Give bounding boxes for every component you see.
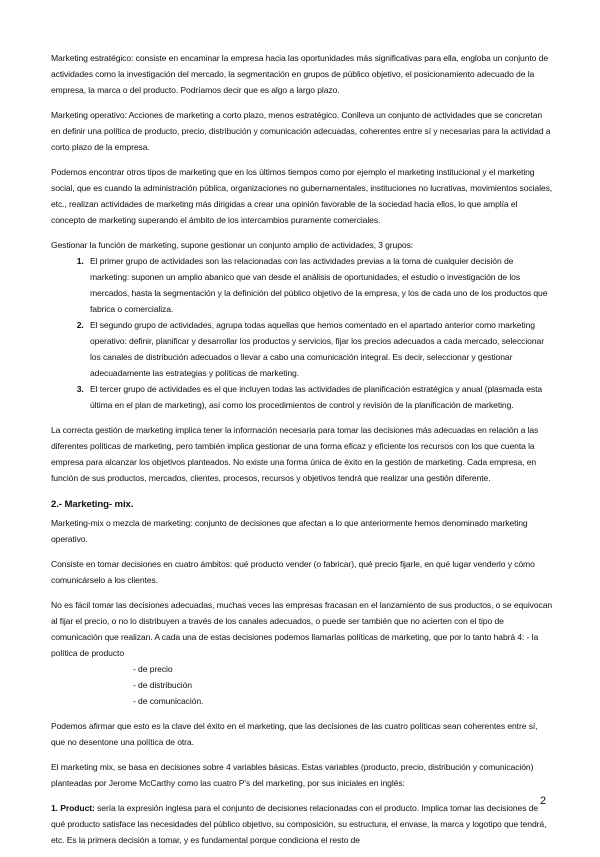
paragraph-marketing-operativo: Marketing operativo: Acciones de marketing a corto plazo, menos estratégico. Conlleva un conjunto de actividades que se concretan en definir una política de producto, precio, distribución y comunicación adecuadas, coherentes entre sí y necesarias para la actividad a corto plazo de la empresa.: [51, 110, 551, 152]
paragraph-marketing-estrategico: Marketing estratégico: consiste en encaminar la empresa hacia las oportunidades más significativas para ella, engloba un conjunto de actividades como la investigación del mercado, la segmentación en grupos de público objetivo, el posicionamiento adecuado de la empresa, la marca o del producto. Podríamos decir que es algo a largo plazo.: [51, 53, 548, 95]
policies-list: [51, 661, 553, 709]
paragraph-product: [51, 800, 553, 848]
paragraph-cuatro-ambitos: Consiste en tomar decisiones en cuatro ámbitos: qué producto vender (o fabricar), qué precio fijarle, en qué lugar venderlo y cómo comunicárselo a los clientes.: [51, 559, 535, 585]
paragraph-marketing-mix-def: Marketing-mix o mezcla de marketing: conjunto de decisiones que afectan a lo que anteriormente hemos denominado marketing operativo.: [51, 518, 528, 544]
list-item: - de comunicación.: [133, 696, 204, 706]
paragraph-gestionar-intro: Gestionar la función de marketing, supone gestionar un conjunto amplio de actividades, 3 grupos:: [51, 240, 414, 250]
list-item: 1. El primer grupo de actividades son las relacionadas con las actividades previas a la toma de cualquier decisión de marketing: suponen un amplio abanico que van desde el análisis de oportunidades, el estudio o investigación de los mercados, hasta la segmentación y la definición del público objetivo de la empresa, y los de cada uno de los productos que fabrica o comercializa.: [86, 253, 553, 317]
activity-groups-list: [51, 253, 553, 413]
list-item: - de precio: [133, 664, 173, 674]
paragraph-correcta-gestion: La correcta gestión de marketing implica tener la información necesaria para tomar las decisiones más adecuadas en relación a las diferentes políticas de marketing, pero también implica gestionar de una forma eficaz y eficiente los recursos con los que cuenta la empresa para alcanzar los objetivos planteados. No existe una forma única de éxito en la gestión de marketing. Cada empresa, en función de sus productos, mercados, clientes, procesos, recursos y objetivos tendrá que realizar una gestión diferente.: [51, 425, 539, 483]
paragraph-clave-exito: Podemos afirmar que esto es la clave del éxito en el marketing, que las decisiones de las cuatro políticas sean coherentes entre sí, que no desentone una política de otra.: [51, 721, 538, 747]
paragraph-decisiones: No es fácil tomar las decisiones adecuadas, muchas veces las empresas fracasan en el lanzamiento de sus productos, o se equivocan al fijar el precio, o no lo distribuyen a través de los canales adecuados, o puede ser también que no acierten con el tipo de comunicación que realizan. A cada una de estas decisiones podemos llamarlas políticas de marketing, que por lo tanto habrá 4: - la política de producto: [51, 600, 553, 658]
paragraph-otros-tipos: Podemos encontrar otros tipos de marketing que en los últimos tiempos como por ejemplo el marketing institucional y el marketing social, que es cuando la administración pública, organizaciones no gubernamentales, instituciones no lucrativas, movimientos sociales, etc., realizan actividades de marketing más dirigidas a crear una opinión favorable de la sociedad hacia ellos, lo que amplía el concepto de marketing superando el ámbito de los intercambios puramente comerciales.: [51, 167, 553, 225]
product-label: 1. Product:: [51, 803, 95, 813]
list-item: 3. El tercer grupo de actividades es el que incluyen todas las actividades de planificación estratégica y anual (plasmada esta última en el plan de marketing), así como los procedimientos de control y revisión de la planificación de marketing.: [86, 381, 553, 413]
paragraph-cuatro-p: El marketing mix, se basa en decisiones sobre 4 variables básicas. Estas variables (producto, precio, distribución y comunicación) planteadas por Jerome McCarthy como las cuatro P's del marketing, por sus iniciales en inglés:: [51, 762, 534, 788]
page-number: 2: [540, 795, 547, 807]
product-text: sería la expresión inglesa para el conjunto de decisiones relacionadas con el producto. Implica tomar las decisiones de qué producto satisface las necesidades del público objetivo, su composición, su estructura, el envase, la marca y logotipo que tendrá, etc. Es la primera decisión a tomar, y es fundamental porque condiciona el resto de: [51, 803, 547, 845]
list-item: - de distribución: [133, 680, 192, 690]
page-content: [51, 50, 553, 857]
section-heading: 2.- Marketing- mix.: [51, 499, 134, 510]
list-item: 2. El segundo grupo de actividades, agrupa todas aquellas que hemos comentado en el apartado anterior como marketing operativo: definir, planificar y desarrollar los productos y servicios, fijar los precios adecuados a cada mercado, seleccionar los canales de distribución adecuados o llevar a cabo una comunicación integral. Es decir, seleccionar y gestionar adecuadamente las estrategias y políticas de marketing.: [86, 317, 553, 381]
